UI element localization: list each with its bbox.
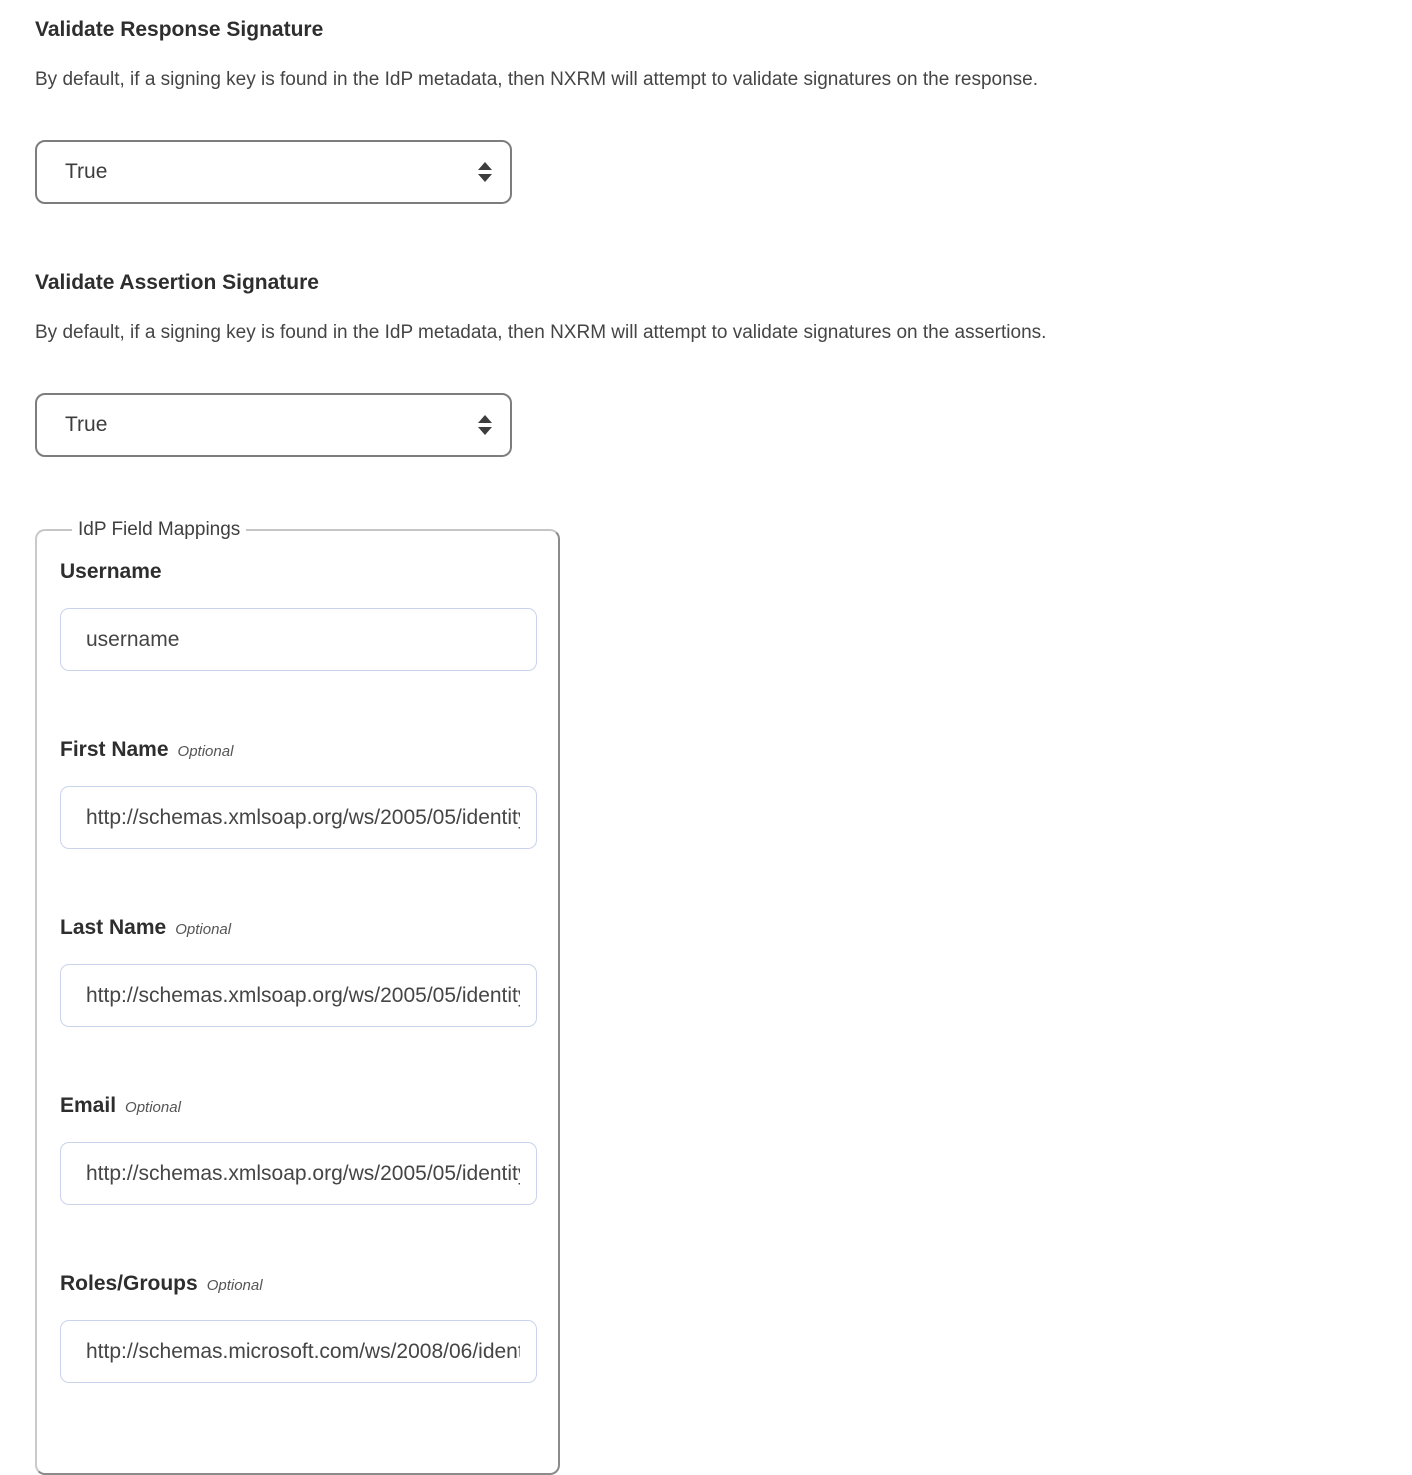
roles-groups-field-group: [60, 1271, 538, 1383]
arrow-down-icon: [478, 174, 492, 182]
username-field-group: [60, 559, 538, 671]
last-name-input[interactable]: [60, 964, 537, 1027]
email-label: Email: [60, 1094, 117, 1117]
arrow-up-icon: [478, 162, 492, 170]
validate-response-select-value: True: [65, 160, 108, 183]
first-name-field-group: [60, 737, 538, 849]
validate-response-description: By default, if a signing key is found in the IdP metadata, then NXRM will attempt to validate signatures on the response.: [35, 69, 1038, 90]
username-label: Username: [60, 560, 162, 583]
arrow-down-icon: [478, 427, 492, 435]
roles-groups-label: Roles/Groups: [60, 1272, 198, 1295]
last-name-label: Last Name: [60, 916, 167, 939]
roles-groups-input[interactable]: [60, 1320, 537, 1383]
last-name-field-group: [60, 915, 538, 1027]
first-name-label: First Name: [60, 738, 169, 761]
optional-tag: Optional: [125, 1099, 181, 1116]
email-input[interactable]: [60, 1142, 537, 1205]
optional-tag: Optional: [206, 1277, 263, 1294]
updown-arrows-icon: [478, 415, 492, 435]
validate-assertion-select-value: True: [65, 413, 108, 436]
validate-assertion-title: Validate Assertion Signature: [35, 271, 319, 294]
username-input[interactable]: [60, 608, 537, 671]
validate-response-title: Validate Response Signature: [35, 18, 324, 41]
validate-assertion-description: By default, if a signing key is found in the IdP metadata, then NXRM will attempt to validate signatures on the assertions.: [35, 322, 1047, 343]
email-field-group: [60, 1093, 538, 1205]
validate-assertion-select[interactable]: [35, 393, 512, 457]
validate-response-select[interactable]: [35, 140, 512, 204]
idp-field-mappings-fieldset: [35, 519, 560, 1475]
optional-tag: Optional: [175, 921, 232, 938]
arrow-up-icon: [478, 415, 492, 423]
updown-arrows-icon: [478, 162, 492, 182]
first-name-input[interactable]: [60, 786, 537, 849]
optional-tag: Optional: [177, 743, 234, 760]
idp-field-mappings-legend: IdP Field Mappings: [78, 519, 241, 540]
